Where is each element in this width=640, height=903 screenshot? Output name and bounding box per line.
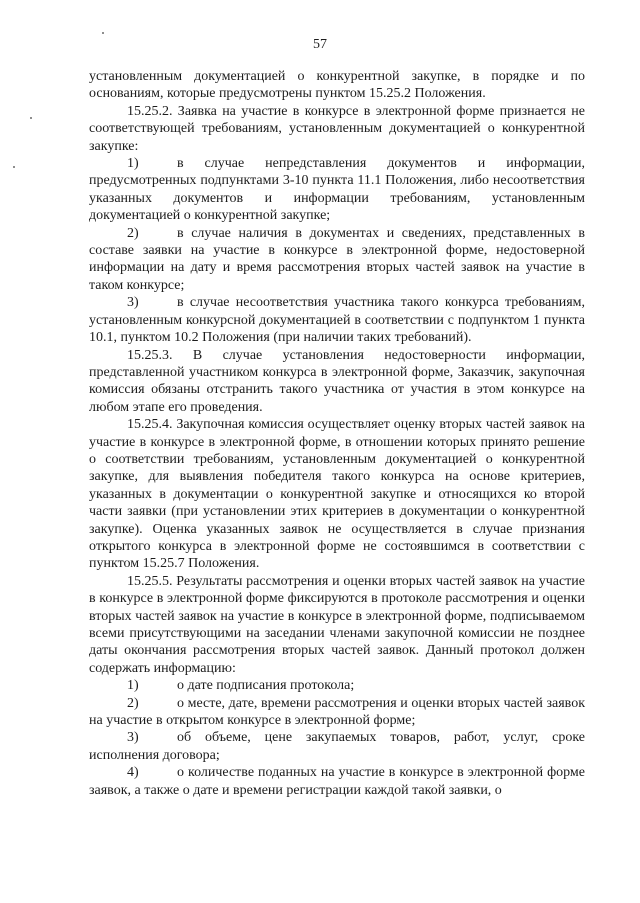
- document-body: [89, 68, 585, 799]
- list-item-text: о количестве поданных на участие в конкурсе в электронной форме заявок, а также о дате и времени регистрации каждой такой заявки, о: [89, 765, 585, 798]
- list-item-text: о месте, дате, времени рассмотрения и оценки вторых частей заявок на участие в открытом конкурсе в электронной форме;: [89, 695, 585, 729]
- list-item: [89, 225, 585, 295]
- list-item-text: в случае непредставления документов и информации, предусмотренных подпунктами 3-10 пункта 11.1 Положения, либо несоответствия указанных документов и информации требованиям, установленным документацией о конкурентной закупке;: [89, 156, 585, 224]
- list-item-number: 1): [127, 678, 139, 694]
- list-item-number: 3): [127, 295, 139, 311]
- section-15-25-5: 15.25.5. Результаты рассмотрения и оценки вторых частей заявок на участие в конкурсе в электронной форме фиксируются в протоколе рассмотрения и оценки вторых частей заявок на участие в конкурсе в электронной форме, подписываемом всеми присутствующими на заседании членами закупочной комиссии не позднее даты окончания рассмотрения вторых частей заявок. Данный протокол должен содержать информацию:: [89, 573, 585, 676]
- list-item-text: о дате подписания протокола;: [177, 678, 355, 694]
- list-item: [89, 155, 585, 225]
- page-number: 57: [313, 37, 327, 52]
- list-item: [89, 695, 585, 730]
- list-item-number: 4): [127, 765, 139, 781]
- section-15-25-3: 15.25.3. В случае установления недостоверности информации, представленной участником конкурса в электронной форме, Заказчик, закупочная комиссия обязаны отстранить такого участника от участия в этом конкурсе на любом этапе его проведения.: [89, 347, 585, 415]
- list-item: [89, 764, 585, 799]
- list-item: [89, 294, 585, 346]
- scan-speck: [102, 32, 104, 34]
- list-item: [89, 729, 585, 764]
- section-15-25-2: 15.25.2. Заявка на участие в конкурсе в электронной форме признается не соответствующей требованиям, установленным документацией о конкурентной закупке:: [89, 103, 585, 154]
- list-item-text: в случае несоответствия участника такого конкурса требованиям, установленным конкурсной документацией в соответствии с подпунктом 1 пункта 10.1, пунктом 10.2 Положения (при наличии таких требований).: [89, 295, 585, 346]
- scan-speck: [30, 117, 32, 119]
- list-item-text: об объеме, цене закупаемых товаров, работ, услуг, сроке исполнения договора;: [89, 730, 585, 763]
- list-item-number: 2): [127, 225, 139, 241]
- list-item-text: в случае наличия в документах и сведениях, представленных в составе заявки на участие в конкурсе в электронной форме, недостоверной информации на дату и время рассмотрения вторых частей заявок на участие в таком конкурсе;: [89, 225, 585, 293]
- scan-speck: [13, 166, 15, 168]
- intro-paragraph: установленным документацией о конкурентной закупке, в порядке и по основаниям, которые предусмотрены пунктом 15.25.2 Положения.: [89, 69, 585, 102]
- list-item-number: 2): [127, 695, 139, 711]
- list-item: [89, 677, 585, 694]
- list-item-number: 3): [127, 730, 139, 746]
- list-item-number: 1): [127, 156, 139, 172]
- section-15-25-4: 15.25.4. Закупочная комиссия осуществляет оценку вторых частей заявок на участие в конкурсе в электронной форме, в отношении которых принято решение о соответствии требованиям, установленным документацией о конкурентной закупке, для выявления победителя такого конкурса на основе критериев, указанных в документации о конкурентной закупке и относящихся ко второй части заявки (при установлении этих критериев в документации о конкурентной закупке). Оценка указанных заявок не осуществляется в случае признания открытого конкурса в электронной форме не состоявшимся в соответствии с пунктом 15.25.7 Положения.: [89, 417, 585, 572]
